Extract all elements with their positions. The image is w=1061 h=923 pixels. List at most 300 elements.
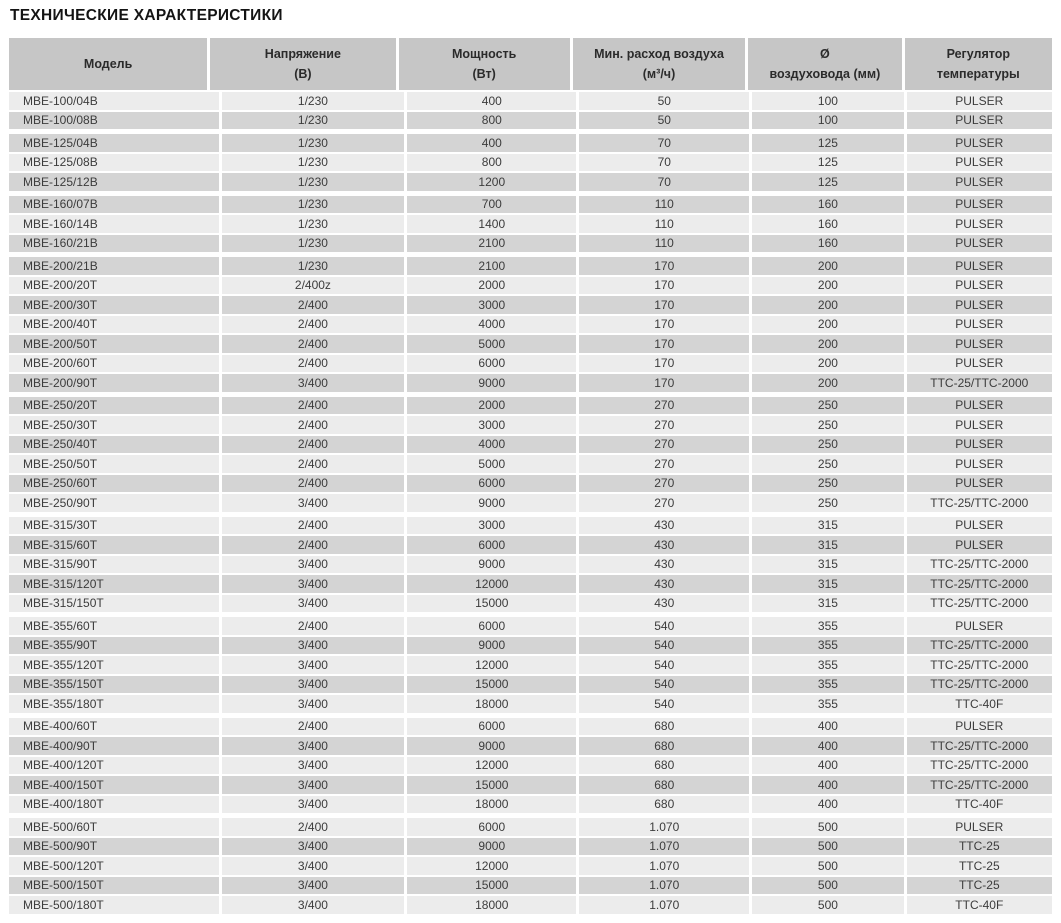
spec-table [9, 38, 1052, 914]
value-cell: 500 [752, 877, 903, 895]
value-cell: 2/400 [222, 397, 405, 415]
model-cell: MBE-160/07B [9, 196, 219, 214]
value-cell: 6000 [407, 536, 576, 554]
value-cell: 3/400 [222, 857, 405, 875]
value-cell: 250 [752, 436, 903, 454]
value-cell: 400 [407, 92, 576, 110]
value-cell: PULSER [907, 112, 1052, 130]
value-cell: 70 [579, 134, 749, 152]
model-cell: MBE-500/120T [9, 857, 219, 875]
table-row [9, 436, 1052, 454]
value-cell: PULSER [907, 455, 1052, 473]
value-cell: 170 [579, 257, 749, 275]
value-cell: 2/400 [222, 296, 405, 314]
value-cell: 3/400 [222, 575, 405, 593]
value-cell: 6000 [407, 718, 576, 736]
value-cell: 355 [752, 637, 903, 655]
value-cell: 200 [752, 296, 903, 314]
value-cell: 270 [579, 436, 749, 454]
value-cell: PULSER [907, 416, 1052, 434]
model-cell: MBE-250/50T [9, 455, 219, 473]
value-cell: 160 [752, 215, 903, 233]
table-row [9, 617, 1052, 635]
value-cell: TTC-40F [907, 896, 1052, 914]
value-cell: 3000 [407, 296, 576, 314]
model-cell: MBE-250/40T [9, 436, 219, 454]
value-cell: 3/400 [222, 796, 405, 814]
value-cell: 9000 [407, 494, 576, 512]
value-cell: 1/230 [222, 92, 405, 110]
value-cell: 2/400 [222, 718, 405, 736]
value-cell: 3/400 [222, 676, 405, 694]
column-header-voltage [210, 38, 395, 90]
model-cell: MBE-400/90T [9, 737, 219, 755]
value-cell: PULSER [907, 436, 1052, 454]
model-cell: MBE-500/150T [9, 877, 219, 895]
value-cell: 2/400 [222, 355, 405, 373]
value-cell: 200 [752, 374, 903, 392]
value-cell: 1/230 [222, 134, 405, 152]
value-cell: 540 [579, 637, 749, 655]
table-row [9, 455, 1052, 473]
model-cell: MBE-250/30T [9, 416, 219, 434]
value-cell: 200 [752, 277, 903, 295]
value-cell: 250 [752, 397, 903, 415]
spec-table-body [9, 92, 1052, 914]
table-group [9, 617, 1052, 713]
value-cell: 3/400 [222, 776, 405, 794]
model-cell: MBE-400/180T [9, 796, 219, 814]
value-cell: PULSER [907, 277, 1052, 295]
value-cell: 315 [752, 556, 903, 574]
value-cell: TTC-25/TTC-2000 [907, 494, 1052, 512]
value-cell: 680 [579, 757, 749, 775]
value-cell: TTC-25/TTC-2000 [907, 575, 1052, 593]
column-header-label: Модель [83, 56, 133, 71]
table-row [9, 296, 1052, 314]
value-cell: 110 [579, 196, 749, 214]
value-cell: 3000 [407, 517, 576, 535]
value-cell: 540 [579, 676, 749, 694]
value-cell: PULSER [907, 536, 1052, 554]
table-row [9, 235, 1052, 253]
table-row [9, 637, 1052, 655]
value-cell: TTC-25/TTC-2000 [907, 776, 1052, 794]
value-cell: 1.070 [579, 896, 749, 914]
table-row [9, 173, 1052, 191]
table-row [9, 475, 1052, 493]
table-row [9, 676, 1052, 694]
value-cell: 15000 [407, 676, 576, 694]
value-cell: 540 [579, 695, 749, 713]
value-cell: 315 [752, 575, 903, 593]
table-group [9, 92, 1052, 129]
value-cell: 680 [579, 737, 749, 755]
table-row [9, 517, 1052, 535]
value-cell: 6000 [407, 355, 576, 373]
column-header-unit: (м³/ч) [642, 66, 676, 81]
value-cell: 700 [407, 196, 576, 214]
value-cell: 315 [752, 517, 903, 535]
value-cell: 500 [752, 818, 903, 836]
value-cell: 200 [752, 335, 903, 353]
value-cell: 500 [752, 838, 903, 856]
value-cell: 355 [752, 617, 903, 635]
model-cell: MBE-400/60T [9, 718, 219, 736]
value-cell: TTC-25/TTC-2000 [907, 737, 1052, 755]
value-cell: 70 [579, 173, 749, 191]
model-cell: MBE-355/60T [9, 617, 219, 635]
value-cell: 5000 [407, 335, 576, 353]
value-cell: 1/230 [222, 112, 405, 130]
table-row [9, 575, 1052, 593]
table-row [9, 818, 1052, 836]
model-cell: MBE-500/60T [9, 818, 219, 836]
table-group [9, 517, 1052, 613]
value-cell: 680 [579, 718, 749, 736]
value-cell: PULSER [907, 617, 1052, 635]
model-cell: MBE-125/12B [9, 173, 219, 191]
value-cell: 250 [752, 494, 903, 512]
model-cell: MBE-250/60T [9, 475, 219, 493]
column-header-temp-regulator [905, 38, 1052, 90]
value-cell: 400 [752, 757, 903, 775]
table-group [9, 134, 1052, 191]
value-cell: 50 [579, 112, 749, 130]
page-title: ТЕХНИЧЕСКИЕ ХАРАКТЕРИСТИКИ [10, 7, 283, 24]
value-cell: 200 [752, 257, 903, 275]
table-group [9, 257, 1052, 392]
value-cell: 200 [752, 355, 903, 373]
table-row [9, 776, 1052, 794]
value-cell: 1/230 [222, 196, 405, 214]
value-cell: TTC-40F [907, 695, 1052, 713]
column-header-label: Напряжение [264, 47, 341, 61]
value-cell: 6000 [407, 475, 576, 493]
value-cell: 3/400 [222, 656, 405, 674]
model-cell: MBE-355/180T [9, 695, 219, 713]
value-cell: 9000 [407, 737, 576, 755]
value-cell: 270 [579, 475, 749, 493]
value-cell: PULSER [907, 517, 1052, 535]
table-row [9, 316, 1052, 334]
value-cell: 18000 [407, 796, 576, 814]
value-cell: 170 [579, 296, 749, 314]
model-cell: MBE-125/08B [9, 154, 219, 172]
value-cell: PULSER [907, 818, 1052, 836]
table-row [9, 397, 1052, 415]
table-row [9, 656, 1052, 674]
table-row [9, 112, 1052, 130]
value-cell: 18000 [407, 896, 576, 914]
value-cell: 315 [752, 595, 903, 613]
value-cell: 3/400 [222, 877, 405, 895]
value-cell: PULSER [907, 92, 1052, 110]
value-cell: PULSER [907, 335, 1052, 353]
value-cell: 680 [579, 796, 749, 814]
value-cell: TTC-25/TTC-2000 [907, 374, 1052, 392]
value-cell: 270 [579, 455, 749, 473]
table-row [9, 335, 1052, 353]
model-cell: MBE-315/60T [9, 536, 219, 554]
model-cell: MBE-200/60T [9, 355, 219, 373]
value-cell: TTC-25 [907, 838, 1052, 856]
value-cell: 250 [752, 416, 903, 434]
model-cell: MBE-200/40T [9, 316, 219, 334]
column-header-unit: температуры [936, 66, 1020, 81]
value-cell: 1/230 [222, 173, 405, 191]
value-cell: PULSER [907, 355, 1052, 373]
value-cell: 430 [579, 517, 749, 535]
column-header-label: Мощность [451, 47, 517, 61]
value-cell: 400 [752, 776, 903, 794]
value-cell: 6000 [407, 818, 576, 836]
table-row [9, 556, 1052, 574]
value-cell: 2/400 [222, 316, 405, 334]
value-cell: 12000 [407, 857, 576, 875]
value-cell: 6000 [407, 617, 576, 635]
value-cell: 500 [752, 857, 903, 875]
value-cell: PULSER [907, 316, 1052, 334]
column-header-model [9, 38, 207, 90]
column-header-airflow [573, 38, 745, 90]
column-header-label: Ø [820, 47, 830, 61]
table-row [9, 355, 1052, 373]
value-cell: 2/400 [222, 475, 405, 493]
model-cell: MBE-125/04B [9, 134, 219, 152]
table-row [9, 92, 1052, 110]
value-cell: 1/230 [222, 257, 405, 275]
value-cell: TTC-25/TTC-2000 [907, 757, 1052, 775]
column-header-unit: воздуховода (мм) [769, 66, 881, 81]
value-cell: TTC-25 [907, 877, 1052, 895]
value-cell: 200 [752, 316, 903, 334]
value-cell: 1200 [407, 173, 576, 191]
value-cell: PULSER [907, 134, 1052, 152]
model-cell: MBE-500/90T [9, 838, 219, 856]
model-cell: MBE-200/50T [9, 335, 219, 353]
value-cell: 2/400 [222, 517, 405, 535]
model-cell: MBE-400/120T [9, 757, 219, 775]
value-cell: 2000 [407, 277, 576, 295]
value-cell: TTC-40F [907, 796, 1052, 814]
value-cell: 9000 [407, 637, 576, 655]
table-row [9, 416, 1052, 434]
model-cell: MBE-250/20T [9, 397, 219, 415]
model-cell: MBE-315/120T [9, 575, 219, 593]
model-cell: MBE-315/90T [9, 556, 219, 574]
table-group [9, 196, 1052, 253]
value-cell: 270 [579, 416, 749, 434]
model-cell: MBE-100/04B [9, 92, 219, 110]
value-cell: 430 [579, 536, 749, 554]
value-cell: 4000 [407, 316, 576, 334]
value-cell: PULSER [907, 196, 1052, 214]
value-cell: 125 [752, 154, 903, 172]
value-cell: PULSER [907, 257, 1052, 275]
value-cell: 2/400 [222, 818, 405, 836]
value-cell: 170 [579, 277, 749, 295]
value-cell: 1.070 [579, 877, 749, 895]
value-cell: 3/400 [222, 374, 405, 392]
table-row [9, 796, 1052, 814]
column-header-unit: (Вт) [472, 66, 496, 81]
value-cell: 680 [579, 776, 749, 794]
value-cell: 2000 [407, 397, 576, 415]
table-row [9, 695, 1052, 713]
table-group [9, 718, 1052, 814]
table-group [9, 397, 1052, 512]
value-cell: 160 [752, 235, 903, 253]
model-cell: MBE-200/30T [9, 296, 219, 314]
table-row [9, 737, 1052, 755]
value-cell: 1/230 [222, 154, 405, 172]
value-cell: 15000 [407, 877, 576, 895]
value-cell: 1/230 [222, 215, 405, 233]
value-cell: 125 [752, 173, 903, 191]
value-cell: 2/400 [222, 335, 405, 353]
value-cell: 540 [579, 656, 749, 674]
value-cell: 125 [752, 134, 903, 152]
value-cell: 2100 [407, 235, 576, 253]
table-header-row [9, 38, 1052, 90]
table-row [9, 215, 1052, 233]
value-cell: 2100 [407, 257, 576, 275]
value-cell: 15000 [407, 595, 576, 613]
model-cell: MBE-355/120T [9, 656, 219, 674]
table-row [9, 494, 1052, 512]
value-cell: 15000 [407, 776, 576, 794]
value-cell: TTC-25/TTC-2000 [907, 676, 1052, 694]
value-cell: 110 [579, 215, 749, 233]
value-cell: 400 [407, 134, 576, 152]
value-cell: PULSER [907, 235, 1052, 253]
value-cell: PULSER [907, 397, 1052, 415]
column-header-duct-diameter [748, 38, 901, 90]
value-cell: 800 [407, 112, 576, 130]
value-cell: 160 [752, 196, 903, 214]
model-cell: MBE-160/14B [9, 215, 219, 233]
value-cell: TTC-25/TTC-2000 [907, 656, 1052, 674]
table-row [9, 857, 1052, 875]
table-row [9, 134, 1052, 152]
value-cell: 12000 [407, 656, 576, 674]
value-cell: 100 [752, 112, 903, 130]
model-cell: MBE-200/21B [9, 257, 219, 275]
value-cell: PULSER [907, 475, 1052, 493]
value-cell: PULSER [907, 718, 1052, 736]
value-cell: 355 [752, 695, 903, 713]
value-cell: 355 [752, 656, 903, 674]
value-cell: 170 [579, 316, 749, 334]
value-cell: 1.070 [579, 818, 749, 836]
table-row [9, 757, 1052, 775]
value-cell: 250 [752, 475, 903, 493]
value-cell: 3/400 [222, 494, 405, 512]
table-row [9, 838, 1052, 856]
value-cell: 400 [752, 796, 903, 814]
table-row [9, 374, 1052, 392]
value-cell: 170 [579, 335, 749, 353]
model-cell: MBE-355/90T [9, 637, 219, 655]
value-cell: 1.070 [579, 857, 749, 875]
value-cell: 3/400 [222, 595, 405, 613]
value-cell: TTC-25 [907, 857, 1052, 875]
value-cell: 2/400z [222, 277, 405, 295]
column-header-unit: (В) [294, 66, 312, 81]
value-cell: 3/400 [222, 737, 405, 755]
column-header-label: Регулятор [946, 47, 1010, 61]
table-row [9, 277, 1052, 295]
table-row [9, 718, 1052, 736]
value-cell: 250 [752, 455, 903, 473]
table-row [9, 877, 1052, 895]
value-cell: 355 [752, 676, 903, 694]
value-cell: TTC-25/TTC-2000 [907, 556, 1052, 574]
model-cell: MBE-200/20T [9, 277, 219, 295]
value-cell: 3/400 [222, 556, 405, 574]
table-row [9, 257, 1052, 275]
value-cell: 18000 [407, 695, 576, 713]
value-cell: PULSER [907, 215, 1052, 233]
value-cell: 170 [579, 374, 749, 392]
value-cell: 430 [579, 595, 749, 613]
table-row [9, 896, 1052, 914]
value-cell: PULSER [907, 154, 1052, 172]
value-cell: 9000 [407, 374, 576, 392]
value-cell: 70 [579, 154, 749, 172]
value-cell: 315 [752, 536, 903, 554]
value-cell: 9000 [407, 556, 576, 574]
value-cell: 9000 [407, 838, 576, 856]
value-cell: PULSER [907, 296, 1052, 314]
value-cell: 1/230 [222, 235, 405, 253]
value-cell: 12000 [407, 757, 576, 775]
value-cell: 2/400 [222, 536, 405, 554]
value-cell: 430 [579, 575, 749, 593]
model-cell: MBE-200/90T [9, 374, 219, 392]
value-cell: 5000 [407, 455, 576, 473]
model-cell: MBE-315/150T [9, 595, 219, 613]
table-group [9, 818, 1052, 914]
value-cell: 12000 [407, 575, 576, 593]
value-cell: 2/400 [222, 436, 405, 454]
value-cell: 270 [579, 397, 749, 415]
value-cell: 3000 [407, 416, 576, 434]
value-cell: 540 [579, 617, 749, 635]
value-cell: 400 [752, 737, 903, 755]
value-cell: 170 [579, 355, 749, 373]
value-cell: 110 [579, 235, 749, 253]
value-cell: 4000 [407, 436, 576, 454]
value-cell: PULSER [907, 173, 1052, 191]
value-cell: 3/400 [222, 838, 405, 856]
table-row [9, 595, 1052, 613]
table-row [9, 196, 1052, 214]
value-cell: 2/400 [222, 416, 405, 434]
model-cell: MBE-400/150T [9, 776, 219, 794]
value-cell: 50 [579, 92, 749, 110]
model-cell: MBE-250/90T [9, 494, 219, 512]
value-cell: 800 [407, 154, 576, 172]
value-cell: 400 [752, 718, 903, 736]
value-cell: 100 [752, 92, 903, 110]
value-cell: 430 [579, 556, 749, 574]
column-header-label: Мин. расход воздуха [594, 47, 724, 61]
value-cell: 2/400 [222, 455, 405, 473]
value-cell: 1400 [407, 215, 576, 233]
model-cell: MBE-355/150T [9, 676, 219, 694]
